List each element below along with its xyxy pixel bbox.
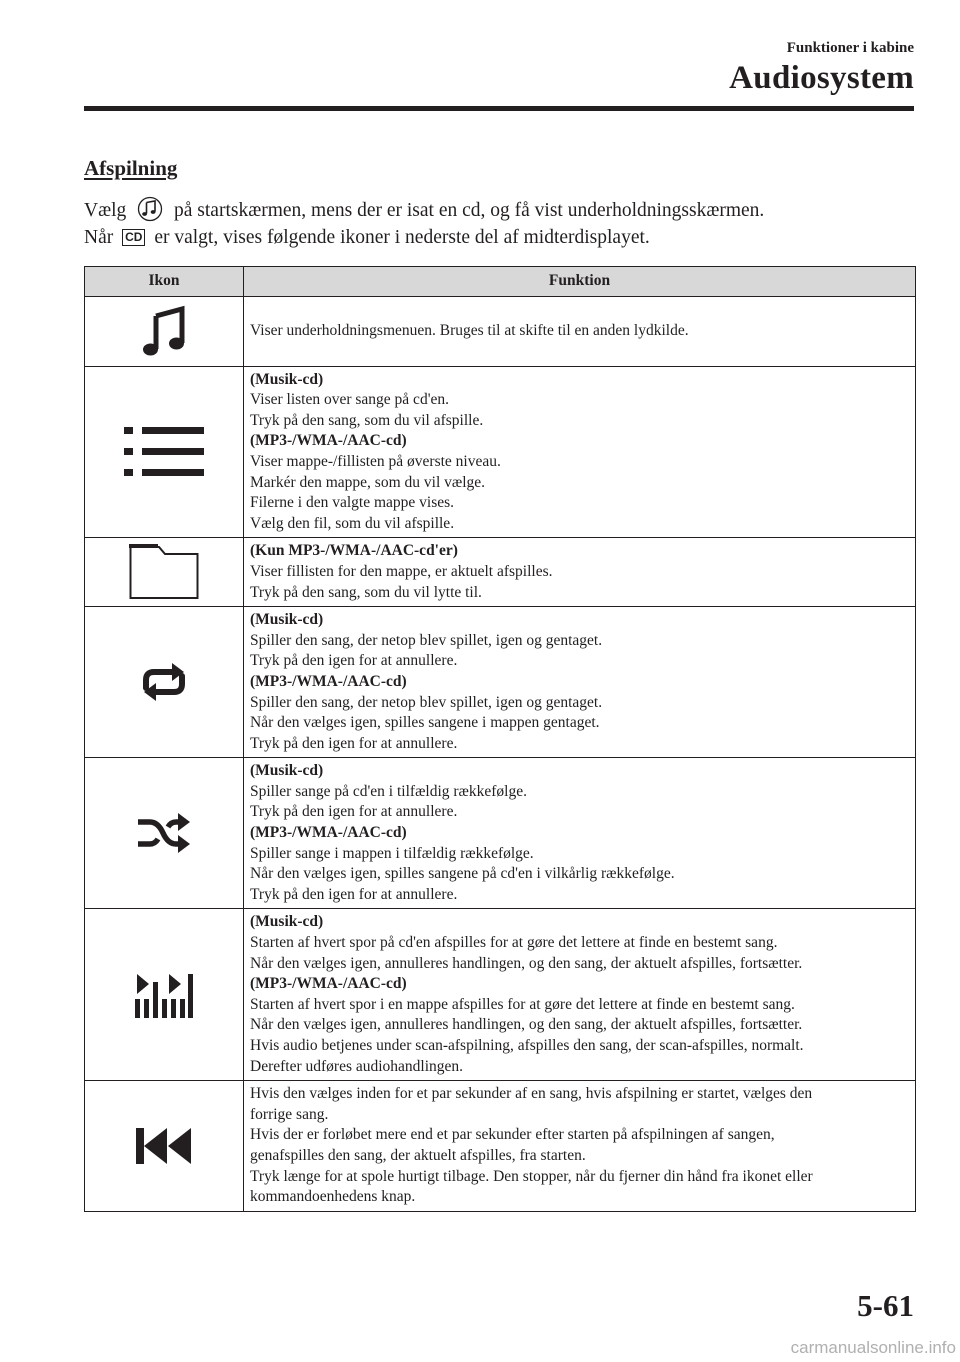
media-type-label: (MP3-/WMA-/AAC-cd)	[250, 672, 407, 690]
media-type-label: (Kun MP3-/WMA-/AAC-cd'er)	[250, 542, 458, 560]
description-line: Tryk på den igen for at annullere.	[250, 734, 458, 752]
music-note-inline-icon	[137, 196, 163, 222]
description-line: Viser mappe-/fillisten på øverste niveau.	[250, 452, 501, 470]
description-line: Når den vælges igen, annulleres handlingen, og den sang, der aktuelt afspilles, fortsætter.	[250, 954, 803, 972]
description-line: Hvis den vælges inden for et par sekunder af en sang, hvis afspilning er startet, vælges den	[250, 1085, 813, 1103]
icon-cell	[85, 909, 244, 1081]
description-line: Tryk på den sang, som du vil afspille.	[250, 411, 484, 429]
description-line: Når den vælges igen, spilles sangene i mappen gentaget.	[250, 714, 600, 732]
table-row	[85, 1081, 916, 1212]
repeat-icon	[136, 673, 192, 690]
description-line: Spiller den sang, der netop blev spillet, igen og gentaget.	[250, 631, 603, 649]
icon-function-table	[84, 266, 916, 1212]
description-line: Viser fillisten for den mappe, er aktuelt afspilles.	[250, 562, 553, 580]
table-row	[85, 607, 916, 758]
intro-line-2-pre: Når	[84, 227, 114, 248]
previous-track-icon	[136, 1137, 192, 1154]
function-cell	[244, 758, 916, 909]
intro-text	[84, 196, 924, 251]
description-line: Tryk på den sang, som du vil lytte til.	[250, 583, 482, 601]
intro-line-2-post: er valgt, vises følgende ikoner i nederste del af midterdisplayet.	[154, 227, 650, 248]
description-line: Starten af hvert spor på cd'en afspilles for at gøre det lettere at finde en bestemt sang.	[250, 934, 778, 952]
description-line: forrige sang.	[250, 1105, 329, 1123]
icon-cell	[85, 538, 244, 607]
intro-line-2	[84, 224, 924, 251]
description-line: kommandoenhedens knap.	[250, 1188, 416, 1206]
icon-cell	[85, 1081, 244, 1212]
folder-icon	[129, 563, 199, 580]
description-line: Tryk på den igen for at annullere.	[250, 803, 458, 821]
description-line: Spiller sange på cd'en i tilfældig rækkefølge.	[250, 782, 527, 800]
intro-line-1-post: på startskærmen, mens der er isat en cd, og få vist underholdningsskærmen.	[174, 200, 765, 221]
chapter-title: Audiosystem	[729, 60, 914, 96]
description-line: Vælg den fil, som du vil afspille.	[250, 514, 455, 532]
icon-cell	[85, 297, 244, 367]
scan-icon	[135, 985, 193, 1002]
function-cell	[244, 366, 916, 538]
description-line: Hvis der er forløbet mere end et par sekunder efter starten på afspilningen af sangen,	[250, 1126, 775, 1144]
table-row	[85, 758, 916, 909]
icon-cell	[85, 366, 244, 538]
list-icon	[124, 443, 204, 460]
function-cell	[244, 909, 916, 1081]
function-cell	[244, 1081, 916, 1212]
shuffle-icon	[136, 824, 192, 841]
media-type-label: (Musik-cd)	[250, 913, 324, 931]
description-line: Derefter udføres audiohandlingen.	[250, 1057, 464, 1075]
page-number: 5-61	[857, 1288, 914, 1323]
table-row	[85, 297, 916, 367]
section-title: Afspilning	[84, 156, 178, 180]
table-header-row	[85, 267, 916, 297]
description-line: Spiller den sang, der netop blev spillet, igen og gentaget.	[250, 693, 603, 711]
icon-cell	[85, 607, 244, 758]
description-line: Hvis audio betjenes under scan-afspilning, afspilles den sang, der scan-afspilles, normalt.	[250, 1037, 804, 1054]
header-rule	[84, 106, 914, 111]
header-icon: Ikon	[85, 267, 244, 297]
icon-cell	[85, 758, 244, 909]
table-row	[85, 909, 916, 1081]
media-type-label: (Musik-cd)	[250, 370, 324, 388]
description-line: Når den vælges igen, spilles sangene på cd'en i vilkårlig rækkefølge.	[250, 865, 675, 883]
media-type-label: (MP3-/WMA-/AAC-cd)	[250, 432, 407, 450]
table-row	[85, 366, 916, 538]
description-line: Når den vælges igen, annulleres handlingen, og den sang, der aktuelt afspilles, fortsætter.	[250, 1016, 803, 1034]
music-note-icon	[142, 322, 186, 339]
media-type-label: (Musik-cd)	[250, 611, 324, 629]
function-cell	[244, 607, 916, 758]
media-type-label: (MP3-/WMA-/AAC-cd)	[250, 824, 407, 842]
header-function: Funktion	[244, 267, 916, 297]
description-line: Spiller sange i mappen i tilfældig rækkefølge.	[250, 844, 534, 862]
cd-inline-icon: CD	[122, 229, 145, 246]
chapter-subtitle: Funktioner i kabine	[786, 40, 914, 56]
description-line: Tryk længe for at spole hurtigt tilbage. Den stopper, når du fjerner din hånd fra ikonet eller	[250, 1167, 813, 1185]
description-line: Viser underholdningsmenuen. Bruges til at skifte til en anden lydkilde.	[250, 322, 689, 339]
description-line: Starten af hvert spor i en mappe afspilles for at gøre det lettere at finde en bestemt sang.	[250, 995, 795, 1013]
function-cell	[244, 297, 916, 367]
description-line: genafspilles den sang, der aktuelt afspilles, fra starten.	[250, 1146, 586, 1164]
media-type-label: (MP3-/WMA-/AAC-cd)	[250, 975, 407, 993]
table-row	[85, 538, 916, 607]
description-line: Filerne i den valgte mappe vises.	[250, 494, 455, 512]
intro-line-1-pre: Vælg	[84, 200, 127, 221]
media-type-label: (Musik-cd)	[250, 762, 324, 780]
description-line: Markér den mappe, som du vil vælge.	[250, 473, 486, 491]
intro-line-1	[84, 196, 924, 224]
description-line: Tryk på den igen for at annullere.	[250, 652, 458, 670]
description-line: Viser listen over sange på cd'en.	[250, 391, 449, 409]
watermark: carmanualsonline.info	[790, 1338, 956, 1357]
description-line: Tryk på den igen for at annullere.	[250, 885, 458, 903]
function-cell	[244, 538, 916, 607]
